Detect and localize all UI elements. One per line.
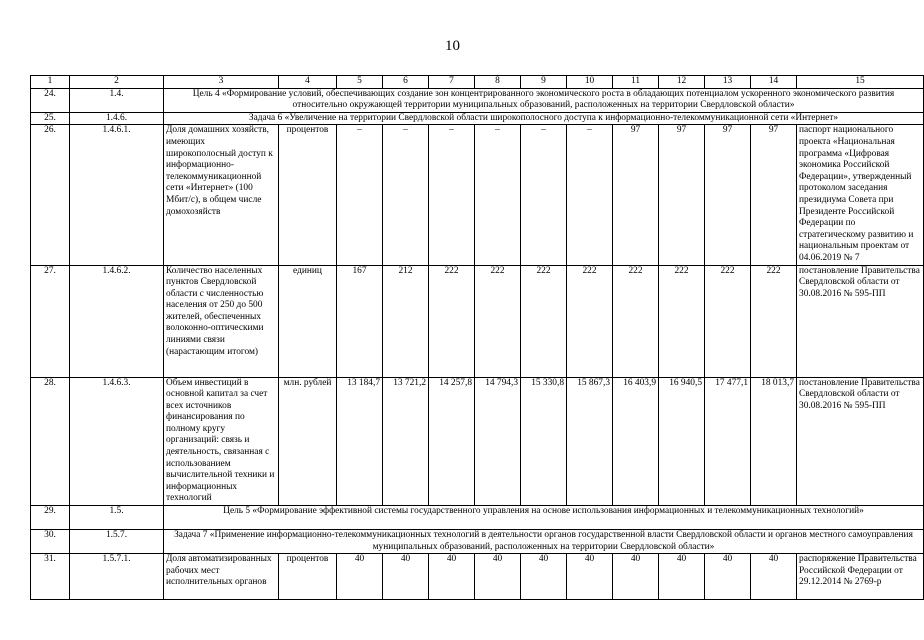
year-value: 222 (475, 265, 521, 377)
indicator-name: Объем инвестиций в основной капитал за счет всех источников финансирования по полному кругу организаций: связь и деятельность, связанная с использованием вычислительной техники и информационных технологий (164, 377, 279, 506)
year-value: 212 (383, 265, 429, 377)
row-code: 1.5.7. (70, 530, 164, 554)
indicator-name: Количество населенных пунктов Свердловской области с численностью населения от 250 до 500 жителей, обеспеченных волоконно-оптическими линиями связи (нарастающим итогом) (164, 265, 279, 377)
row-code: 1.4.6.3. (70, 377, 164, 506)
unit: млн. рублей (279, 377, 337, 506)
column-number: 14 (751, 76, 797, 89)
row-number: 26. (31, 125, 70, 265)
column-number: 15 (797, 76, 924, 89)
year-value: 16 940,5 (659, 377, 705, 506)
column-number: 5 (337, 76, 383, 89)
row-code: 1.4.6.1. (70, 125, 164, 265)
row-code: 1.5.7.1. (70, 554, 164, 600)
year-value: 40 (567, 554, 613, 600)
column-number: 12 (659, 76, 705, 89)
year-value: 13 184,7 (337, 377, 383, 506)
year-value: 40 (613, 554, 659, 600)
year-value: – (429, 125, 475, 265)
year-value: 167 (337, 265, 383, 377)
year-value: 40 (751, 554, 797, 600)
column-number: 9 (521, 76, 567, 89)
year-value: 222 (659, 265, 705, 377)
year-value: 15 867,3 (567, 377, 613, 506)
year-value: 15 330,8 (521, 377, 567, 506)
year-value: 40 (383, 554, 429, 600)
year-value: 222 (705, 265, 751, 377)
row-number: 24. (31, 88, 70, 112)
year-value: – (383, 125, 429, 265)
unit: процентов (279, 125, 337, 265)
row-number: 25. (31, 112, 70, 125)
year-value: 16 403,9 (613, 377, 659, 506)
table-row (31, 530, 924, 554)
indicator-name: Доля домашних хозяйств, имеющих широкополосный доступ к информационно-телекоммуникационной сети «Интернет» (100 Мбит/с), в общем числе домохозяйств (164, 125, 279, 265)
column-number: 3 (164, 76, 279, 89)
unit: единиц (279, 265, 337, 377)
year-value: 97 (705, 125, 751, 265)
column-number: 11 (613, 76, 659, 89)
year-value: – (475, 125, 521, 265)
year-value: 40 (337, 554, 383, 600)
source-document: распоряжение Правительства Российской Федерации от 29.12.2014 № 2769-р (797, 554, 924, 600)
row-number: 27. (31, 265, 70, 377)
row-code: 1.5. (70, 506, 164, 530)
indicator-name: Доля автоматизированных рабочих мест исполнительных органов (164, 554, 279, 600)
year-value: 222 (613, 265, 659, 377)
row-number: 30. (31, 530, 70, 554)
table-row (31, 377, 924, 506)
table-row (31, 88, 924, 112)
table-row (31, 554, 924, 600)
year-value: 13 721,2 (383, 377, 429, 506)
year-value: 14 794,3 (475, 377, 521, 506)
column-number: 1 (31, 76, 70, 89)
year-value: – (337, 125, 383, 265)
column-number: 8 (475, 76, 521, 89)
year-value: 222 (429, 265, 475, 377)
source-document: паспорт национального проекта «Национальная программа «Цифровая экономика Российской Федерации», утвержденный протоколом заседания президиума Совета при Президенте Российской Федерации по стратегическому развитию и национальным проектам от 04.06.2019 № 7 (797, 125, 924, 265)
year-value: 18 013,7 (751, 377, 797, 506)
row-number: 31. (31, 554, 70, 600)
row-number: 28. (31, 377, 70, 506)
year-value: 40 (705, 554, 751, 600)
row-code: 1.4. (70, 88, 164, 112)
column-number: 13 (705, 76, 751, 89)
column-number: 7 (429, 76, 475, 89)
year-value: 222 (567, 265, 613, 377)
table-row (31, 125, 924, 265)
goal-task-title: Цель 4 «Формирование условий, обеспечивающих создание зон концентрированного экономического роста в обладающих потенциалом ускоренного экономического развития относительно окружающей территории муниципальных образований, расположенных на территории Свердловской области» (164, 88, 924, 112)
year-value: 222 (751, 265, 797, 377)
table-row (31, 506, 924, 530)
year-value: 97 (613, 125, 659, 265)
goal-task-title: Цель 5 «Формирование эффективной системы государственного управления на основе использования информационных и телекоммуникационных технологий» (164, 506, 924, 530)
column-number-row (31, 76, 924, 89)
year-value: 40 (429, 554, 475, 600)
year-value: 222 (521, 265, 567, 377)
year-value: – (521, 125, 567, 265)
source-document: постановление Правительства Свердловской области от 30.08.2016 № 595-ПП (797, 265, 924, 377)
year-value: 40 (521, 554, 567, 600)
column-number: 6 (383, 76, 429, 89)
goal-task-title: Задача 7 «Применение информационно-телекоммуникационных технологий в деятельности органов государственной власти Свердловской области и органов местного самоуправления муниципальных образований, расположенных на территории Свердловской области» (164, 530, 924, 554)
indicators-table (30, 75, 924, 600)
column-number: 4 (279, 76, 337, 89)
year-value: – (567, 125, 613, 265)
row-code: 1.4.6. (70, 112, 164, 125)
source-document: постановление Правительства Свердловской области от 30.08.2016 № 595-ПП (797, 377, 924, 506)
unit: процентов (279, 554, 337, 600)
year-value: 17 477,1 (705, 377, 751, 506)
year-value: 40 (659, 554, 705, 600)
page-number: 10 (445, 38, 460, 54)
column-number: 2 (70, 76, 164, 89)
goal-task-title: Задача 6 «Увеличение на территории Свердловской области широкополосного доступа к информационно-телекоммуникационной сети «Интернет» (164, 112, 924, 125)
row-number: 29. (31, 506, 70, 530)
column-number: 10 (567, 76, 613, 89)
year-value: 40 (475, 554, 521, 600)
table-row (31, 265, 924, 377)
year-value: 14 257,8 (429, 377, 475, 506)
year-value: 97 (659, 125, 705, 265)
row-code: 1.4.6.2. (70, 265, 164, 377)
year-value: 97 (751, 125, 797, 265)
table-row (31, 112, 924, 125)
